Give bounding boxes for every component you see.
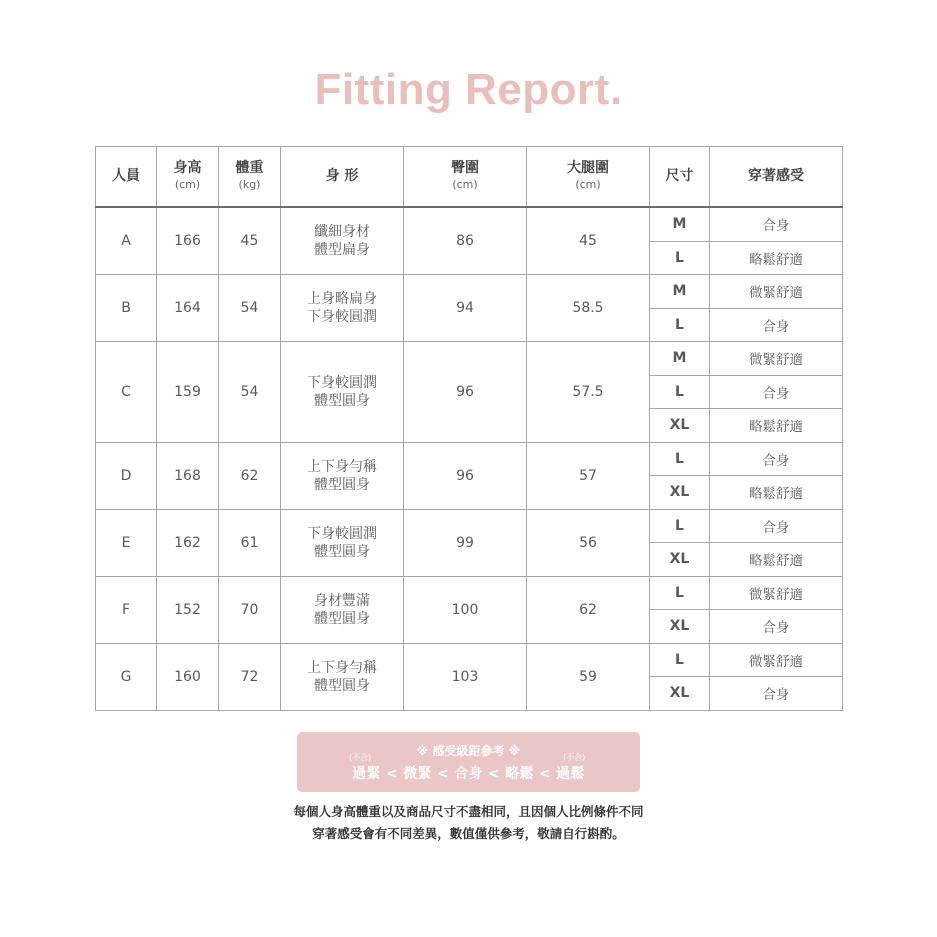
header-thigh-label: 大腿圍 — [567, 160, 609, 176]
person-cell: F — [96, 576, 157, 643]
shape-line: 下身較圓潤 — [307, 374, 377, 391]
table-row — [96, 342, 843, 376]
header-person: 人員 — [96, 147, 157, 208]
person-cell: G — [96, 643, 157, 710]
feel-cell: 微緊舒適 — [710, 643, 843, 677]
feel-cell: 微緊舒適 — [710, 576, 843, 610]
shape-line: 體型圓身 — [314, 543, 370, 560]
footnote — [0, 801, 937, 845]
shape-line: 下身較圓潤 — [307, 309, 377, 325]
header-hip-label: 臀圍 — [451, 160, 479, 176]
shape-cell — [281, 643, 404, 710]
feel-cell: 合身 — [710, 375, 843, 409]
fitting-table — [95, 146, 843, 711]
feel-cell: 略鬆舒適 — [710, 543, 843, 577]
header-thigh — [527, 147, 650, 208]
feel-cell: 略鬆舒適 — [710, 409, 843, 443]
shape-line: 體型圓身 — [314, 677, 370, 694]
hip-cell: 94 — [404, 275, 527, 342]
weight-cell: 45 — [219, 207, 281, 275]
weight-cell: 62 — [219, 442, 281, 509]
shape-line: 身材豐滿 — [314, 592, 370, 609]
weight-cell: 61 — [219, 509, 281, 576]
table-row — [96, 509, 843, 543]
shape-cell — [281, 275, 404, 342]
size-cell: XL — [650, 610, 710, 644]
size-cell: XL — [650, 476, 710, 510]
header-hip — [404, 147, 527, 208]
size-cell: L — [650, 442, 710, 476]
header-hip-unit: (cm) — [452, 178, 478, 191]
hip-cell: 86 — [404, 207, 527, 275]
header-thigh-unit: (cm) — [575, 178, 601, 191]
thigh-cell: 45 — [527, 207, 650, 275]
header-shape: 身 形 — [281, 147, 404, 208]
size-cell: L — [650, 308, 710, 342]
header-weight-label: 體重 — [235, 160, 264, 176]
shape-line: 體型圓身 — [314, 476, 370, 493]
person-cell: A — [96, 207, 157, 275]
weight-cell: 70 — [219, 576, 281, 643]
size-cell: M — [650, 342, 710, 376]
hip-cell: 99 — [404, 509, 527, 576]
hip-cell: 96 — [404, 342, 527, 443]
size-cell: L — [650, 509, 710, 543]
person-cell: E — [96, 509, 157, 576]
thigh-cell: 56 — [527, 509, 650, 576]
size-cell: XL — [650, 677, 710, 711]
legend-note-left: (不合) — [349, 753, 372, 762]
header-height-unit: (cm) — [174, 178, 201, 191]
feel-cell: 微緊舒適 — [710, 275, 843, 309]
shape-line: 下身較圓潤 — [307, 525, 377, 542]
header-feel: 穿著感受 — [710, 147, 843, 208]
person-cell: D — [96, 442, 157, 509]
feel-cell: 略鬆舒適 — [710, 476, 843, 510]
shape-cell — [281, 342, 404, 443]
height-cell: 168 — [157, 442, 219, 509]
shape-line: 體型圓身 — [314, 392, 370, 409]
hip-cell: 100 — [404, 576, 527, 643]
feel-cell: 合身 — [710, 509, 843, 543]
feel-cell: 合身 — [710, 610, 843, 644]
shape-cell — [281, 576, 404, 643]
header-height-label: 身高 — [173, 160, 202, 176]
size-cell: L — [650, 643, 710, 677]
size-cell: XL — [650, 543, 710, 577]
feel-cell: 微緊舒適 — [710, 342, 843, 376]
shape-line: 上下身勻稱 — [307, 659, 377, 676]
shape-line: 體型扁身 — [314, 242, 370, 258]
size-cell: L — [650, 241, 710, 275]
header-weight-unit: (kg) — [238, 178, 261, 191]
table-row — [96, 207, 843, 241]
weight-cell: 54 — [219, 275, 281, 342]
table-row — [96, 442, 843, 476]
size-cell: L — [650, 375, 710, 409]
weight-cell: 54 — [219, 342, 281, 443]
height-cell: 162 — [157, 509, 219, 576]
header-height — [157, 147, 219, 208]
feel-cell: 略鬆舒適 — [710, 241, 843, 275]
table-row — [96, 576, 843, 610]
thigh-cell: 57.5 — [527, 342, 650, 443]
person-cell: C — [96, 342, 157, 443]
report-title: Fitting Report. — [314, 65, 623, 114]
shape-line: 體型圓身 — [314, 610, 370, 627]
feel-cell: 合身 — [710, 677, 843, 711]
height-cell: 160 — [157, 643, 219, 710]
header-weight — [219, 147, 281, 208]
footnote-line: 穿著感受會有不同差異，數值僅供參考，敬請自行斟酌。 — [312, 826, 625, 841]
footnote-line: 每個人身高體重以及商品尺寸不盡相同，且因個人比例條件不同 — [293, 804, 644, 819]
shape-cell — [281, 509, 404, 576]
hip-cell: 103 — [404, 643, 527, 710]
thigh-cell: 62 — [527, 576, 650, 643]
fit-scale-legend — [297, 732, 640, 792]
size-cell: M — [650, 207, 710, 241]
thigh-cell: 57 — [527, 442, 650, 509]
weight-cell: 72 — [219, 643, 281, 710]
height-cell: 152 — [157, 576, 219, 643]
hip-cell: 96 — [404, 442, 527, 509]
legend-title: ※ 感受級距參考 ※ — [416, 744, 521, 758]
thigh-cell: 59 — [527, 643, 650, 710]
shape-cell — [281, 442, 404, 509]
size-cell: XL — [650, 409, 710, 443]
legend-note-right: (不合) — [563, 753, 586, 762]
shape-line: 纖細身材 — [314, 224, 370, 240]
size-cell: L — [650, 576, 710, 610]
shape-cell — [281, 207, 404, 275]
thigh-cell: 58.5 — [527, 275, 650, 342]
height-cell: 166 — [157, 207, 219, 275]
feel-cell: 合身 — [710, 442, 843, 476]
person-cell: B — [96, 275, 157, 342]
table-header-row — [96, 147, 843, 208]
height-cell: 164 — [157, 275, 219, 342]
height-cell: 159 — [157, 342, 219, 443]
size-cell: M — [650, 275, 710, 309]
table-row — [96, 643, 843, 677]
header-size: 尺寸 — [650, 147, 710, 208]
feel-cell: 合身 — [710, 308, 843, 342]
shape-line: 上身略扁身 — [307, 291, 377, 307]
shape-line: 上下身勻稱 — [307, 458, 377, 475]
legend-scale: 過緊 < 微緊 < 合身 < 略鬆 < 過鬆 — [352, 766, 585, 782]
feel-cell: 合身 — [710, 207, 843, 241]
table-row — [96, 275, 843, 309]
